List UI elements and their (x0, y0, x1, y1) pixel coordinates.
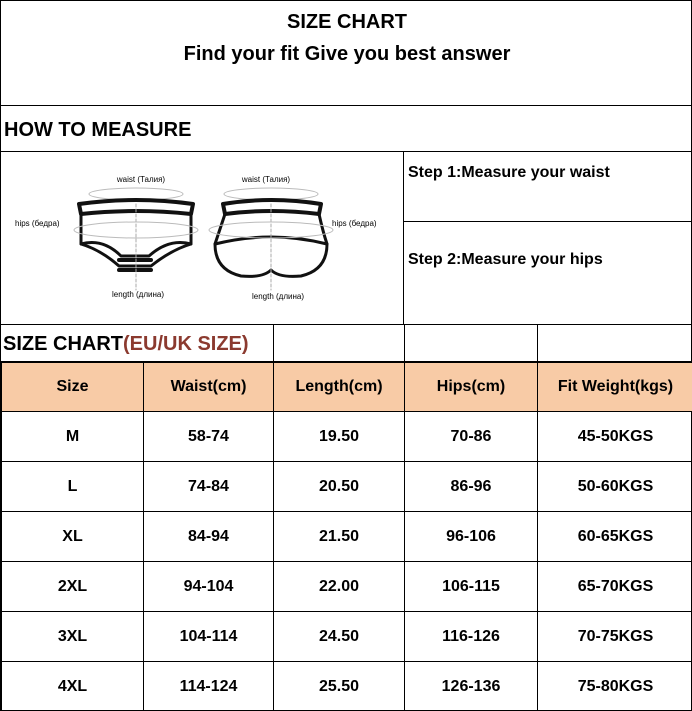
measure-step-1: Step 1:Measure your waist (408, 164, 610, 181)
step-divider (404, 221, 692, 222)
page-subtitle: Find your fit Give you best answer (183, 43, 511, 65)
underwear-diagram-image (1, 152, 404, 325)
waist-label-front: waist (Талия) (116, 175, 166, 184)
table-cell: 21.50 (274, 512, 405, 562)
table-cell: 58-74 (144, 412, 274, 462)
table-cell: 74-84 (144, 462, 274, 512)
table-cell: 96-106 (405, 512, 538, 562)
table-cell: 84-94 (144, 512, 274, 562)
header-divider (273, 325, 274, 362)
table-cell: XL (2, 512, 144, 562)
page-title: SIZE CHART (287, 11, 407, 33)
hips-label-back: hips (бедра) (332, 219, 377, 228)
column-header: Length(cm) (274, 363, 405, 412)
front-brief-illustration (74, 188, 198, 290)
column-header: Waist(cm) (144, 363, 274, 412)
table-cell: 65-70KGS (538, 562, 692, 612)
table-row (2, 662, 692, 711)
column-header: Size (2, 363, 144, 412)
table-row (2, 562, 692, 612)
table-cell: 20.50 (274, 462, 405, 512)
measure-step-2: Step 2:Measure your hips (408, 251, 603, 268)
table-cell: 106-115 (405, 562, 538, 612)
column-header: Fit Weight(kgs) (538, 363, 692, 412)
table-cell: 19.50 (274, 412, 405, 462)
measurement-diagram (1, 152, 404, 325)
title-block (1, 1, 692, 106)
size-chart-heading (3, 333, 249, 356)
table-cell: 94-104 (144, 562, 274, 612)
table-cell: 22.00 (274, 562, 405, 612)
table-cell: 116-126 (405, 612, 538, 662)
table-cell: 25.50 (274, 662, 405, 711)
table-row (2, 512, 692, 562)
size-chart-header (1, 325, 692, 362)
column-header: Hips(cm) (405, 363, 538, 412)
table-cell: 2XL (2, 562, 144, 612)
header-divider (537, 325, 538, 362)
table-row (2, 462, 692, 512)
table-cell: 60-65KGS (538, 512, 692, 562)
table-cell: M (2, 412, 144, 462)
length-label-front: length (длина) (111, 290, 165, 299)
measure-section (1, 152, 692, 325)
size-chart-heading-text: SIZE CHART (3, 333, 123, 355)
table-cell: 70-75KGS (538, 612, 692, 662)
table-cell: 70-86 (405, 412, 538, 462)
table-header-row (2, 363, 692, 412)
header-divider (404, 325, 405, 362)
table-row (2, 612, 692, 662)
waist-label-back: waist (Талия) (241, 175, 291, 184)
size-chart-region: (EU/UK SIZE) (123, 333, 249, 355)
table-cell: 86-96 (405, 462, 538, 512)
table-cell: 75-80KGS (538, 662, 692, 711)
table-cell: L (2, 462, 144, 512)
length-label-back: length (длина) (251, 292, 305, 301)
table-cell: 24.50 (274, 612, 405, 662)
size-table (1, 362, 692, 711)
back-brief-illustration (209, 188, 333, 290)
table-cell: 4XL (2, 662, 144, 711)
table-cell: 104-114 (144, 612, 274, 662)
table-cell: 3XL (2, 612, 144, 662)
table-row (2, 412, 692, 462)
how-to-measure-heading: HOW TO MEASURE (4, 119, 192, 141)
how-to-measure-header (1, 106, 692, 152)
table-cell: 126-136 (405, 662, 538, 711)
table-cell: 114-124 (144, 662, 274, 711)
table-cell: 45-50KGS (538, 412, 692, 462)
hips-label-front: hips (бедра) (15, 219, 60, 228)
table-cell: 50-60KGS (538, 462, 692, 512)
